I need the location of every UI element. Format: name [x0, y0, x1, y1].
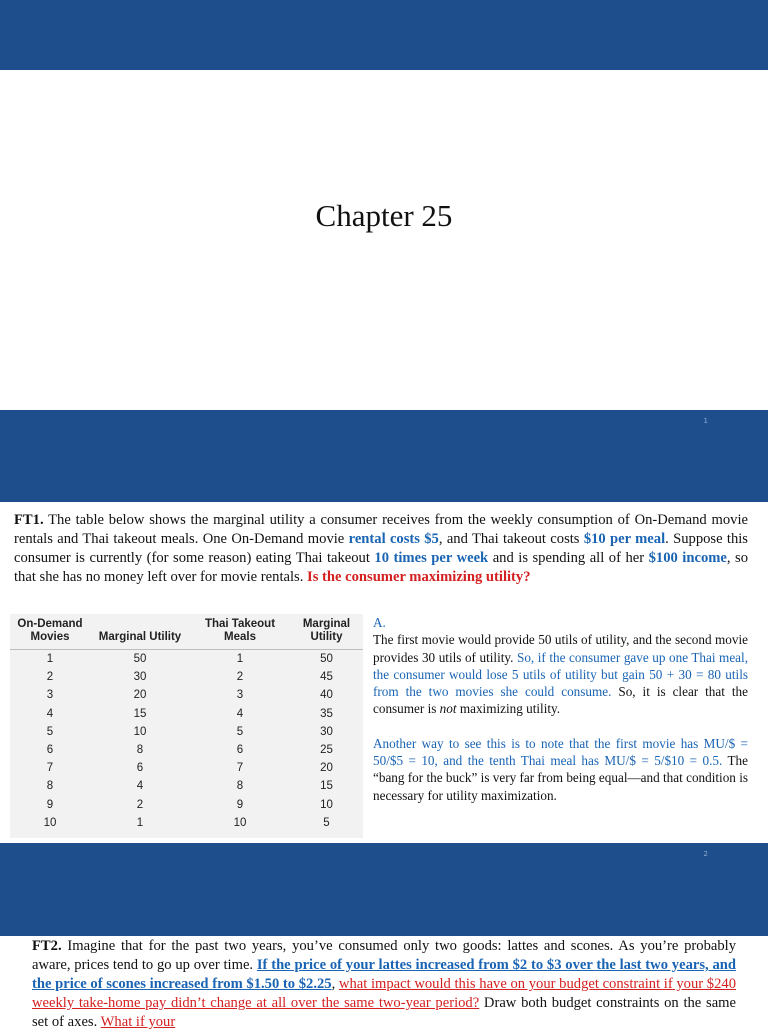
table-row	[10, 668, 363, 686]
table-cell: 2	[236, 671, 244, 684]
table-row	[10, 741, 363, 759]
ft1-text: , so that she has no money left over for movie rentals.	[14, 550, 749, 585]
table-cell: 3	[236, 689, 244, 702]
column-header: Thai Takeout Meals	[190, 614, 290, 650]
table-cell: 7	[236, 762, 244, 775]
table-cell: 15	[133, 707, 147, 720]
column-header: Marginal Utility	[90, 614, 190, 650]
ft2-question-text	[32, 937, 736, 1032]
ft2-label: FT2.	[32, 938, 62, 954]
table-cell: 8	[236, 780, 244, 793]
table-cell: 5	[323, 816, 330, 829]
table-cell: 6	[236, 744, 244, 757]
column-header: Marginal Utility	[290, 614, 363, 650]
marginal-utility-table	[10, 614, 363, 838]
answer-emphasis: not	[439, 701, 457, 717]
slide-header-band	[0, 843, 768, 936]
answer-text: maximizing utility.	[456, 701, 561, 717]
answer-label: A.	[373, 615, 386, 630]
table-cell: 1	[236, 653, 244, 666]
ft2-text: ,	[331, 976, 339, 992]
table-row	[10, 705, 363, 723]
ft2-text: Draw both budget constraints on the same set of axes.	[32, 995, 736, 1030]
table-row	[10, 759, 363, 777]
table-header-row	[10, 614, 363, 650]
ft2-text: Imagine that for the past two years, you’ve consumed only two goods: lattes and scones. As you’re probably aware, prices tend to go up over time.	[32, 938, 736, 973]
ft1-highlight: $10 per meal	[583, 531, 666, 547]
table-cell: 10	[43, 816, 57, 829]
table-cell: 9	[236, 798, 244, 811]
table-cell: 9	[46, 798, 54, 811]
ft1-text: The table below shows the marginal utility a consumer receives from the weekly consumption of On-Demand movie rentals and Thai takeout meals. One On-Demand movie	[14, 512, 748, 547]
chapter-title: Chapter 25	[315, 198, 453, 233]
table-cell: 7	[46, 762, 54, 775]
answer-text: So, it is clear that the consumer is	[373, 684, 748, 717]
table-cell: 20	[133, 689, 147, 702]
ft2-question: What if your	[100, 1014, 176, 1030]
table-cell: 6	[46, 744, 54, 757]
slide-header-band	[0, 410, 768, 502]
table-cell: 40	[320, 689, 333, 702]
slide-number: 2	[703, 850, 708, 858]
ft2-highlight: If the price of your lattes increased from $2 to $3 over the last two years, and the price of scones increased from $1.50 to $2.25	[32, 957, 736, 992]
table-row	[10, 650, 363, 669]
table-cell: 1	[136, 816, 144, 829]
table-row	[10, 777, 363, 795]
ft1-question-text	[14, 511, 748, 587]
table-cell: 10	[320, 798, 333, 811]
table-cell: 20	[320, 762, 333, 775]
table-cell: 45	[320, 671, 333, 684]
table-cell: 2	[46, 671, 54, 684]
ft1-text: , and Thai takeout costs	[438, 531, 584, 547]
ft1-highlight: rental costs $5	[348, 531, 439, 547]
table-row	[10, 796, 363, 814]
answer-text: The first movie would provide 50 utils of utility, and the second movie provides 30 utils of utility.	[373, 632, 748, 665]
table-cell: 8	[46, 780, 54, 793]
table-cell: 30	[133, 671, 147, 684]
table-cell: 30	[320, 725, 333, 738]
table-cell: 10	[133, 725, 147, 738]
table-cell: 8	[136, 744, 144, 757]
ft1-text: and is spending all of her	[488, 550, 649, 566]
answer-paragraph	[373, 735, 748, 804]
table-cell: 50	[320, 653, 333, 666]
answer-highlight: So, if the consumer gave up one Thai meal, the consumer would lose 5 utils of utility but gain 50 + 30 = 80 utils from the two movies she could consume.	[373, 649, 748, 700]
slide-number: 1	[703, 417, 708, 425]
answer-text: The “bang for the buck” is very far from being equal—and that condition is necessary for utility maximization.	[373, 753, 748, 803]
table-cell: 10	[233, 816, 247, 829]
slide-header-band	[0, 0, 768, 70]
table-row	[10, 723, 363, 741]
table-cell: 5	[236, 725, 244, 738]
table-cell: 4	[46, 707, 54, 720]
table-cell: 35	[320, 707, 333, 720]
ft1-text: . Suppose this consumer is currently (for some reason) eating Thai takeout	[14, 531, 748, 566]
table-cell: 5	[46, 725, 54, 738]
table-cell: 4	[136, 780, 144, 793]
ft1-highlight: 10 times per week	[374, 550, 489, 566]
table-cell: 25	[320, 744, 333, 757]
table-row	[10, 686, 363, 704]
column-header: On-Demand Movies	[10, 614, 90, 650]
answer-paragraph	[373, 631, 748, 717]
ft2-question: what impact would this have on your budget constraint if your $240 weekly take-home pay didn’t change at all over the same two-year period?	[32, 976, 736, 1011]
table-cell: 4	[236, 707, 244, 720]
table-cell: 15	[320, 780, 333, 793]
table-cell: 3	[46, 689, 54, 702]
answer-highlight: Another way to see this is to note that the first movie has MU/$ = 50/$5 = 10, and the tenth Thai meal has MU/$ = 5/$10 = 0.5.	[373, 735, 748, 769]
ft1-label: FT1.	[14, 512, 44, 528]
ft1-highlight: $100 income	[648, 550, 727, 566]
table-cell: 50	[133, 653, 147, 666]
ft1-question: Is the consumer maximizing utility?	[307, 569, 531, 585]
table-cell: 6	[136, 762, 144, 775]
table-cell: 1	[46, 653, 54, 666]
answer-block	[373, 614, 748, 804]
table-cell: 2	[136, 798, 144, 811]
table-row	[10, 814, 363, 832]
